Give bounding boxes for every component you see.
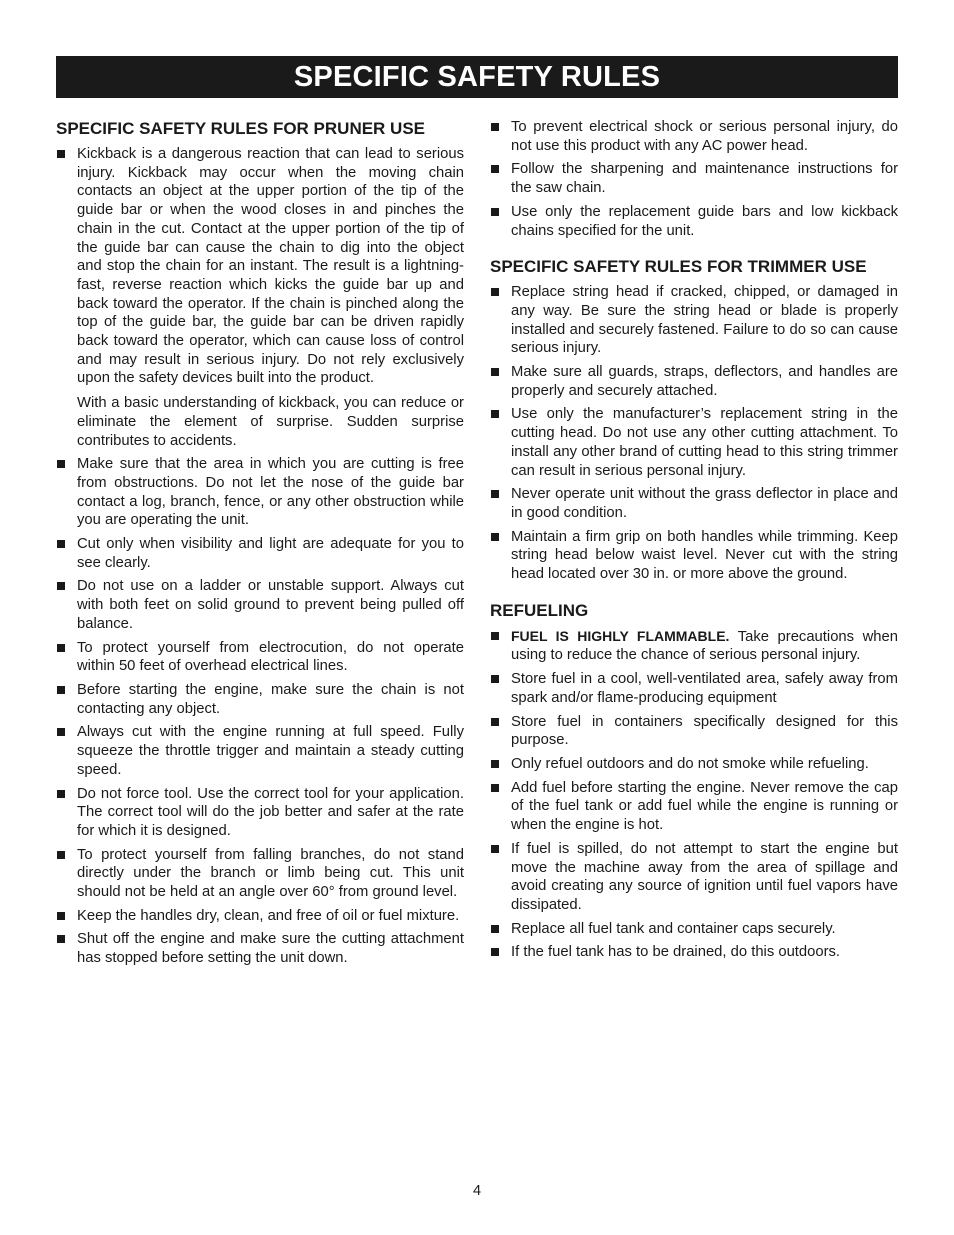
list-item bbox=[490, 670, 898, 707]
left-column bbox=[56, 118, 464, 984]
list-item-text: Only refuel outdoors and do not smoke while refueling. bbox=[511, 755, 869, 772]
refueling-list bbox=[490, 627, 898, 962]
bullet-square-icon bbox=[491, 784, 499, 792]
list-item-text: Follow the sharpening and maintenance instructions for the saw chain. bbox=[511, 161, 898, 197]
bullet-square-icon bbox=[57, 644, 65, 652]
list-item-text: Replace all fuel tank and container caps securely. bbox=[511, 920, 836, 937]
list-item bbox=[56, 930, 464, 967]
list-item-text: To protect yourself from electrocution, do not operate within 50 feet of overhead electrical lines. bbox=[77, 639, 464, 675]
list-item-text: Maintain a firm grip on both handles while trimming. Keep string head below waist level. Never cut with the string head located over 30 in. or more above the ground. bbox=[511, 528, 898, 583]
list-item-text: Use only the manufacturer’s replacement string in the cutting head. Do not use any other cutting attachment. To install any other brand of cutting head to this string trimmer can result in serious personal injury. bbox=[511, 406, 898, 479]
bullet-square-icon bbox=[57, 150, 65, 158]
bullet-square-icon bbox=[57, 582, 65, 590]
list-item-text: Make sure all guards, straps, deflectors, and handles are properly and securely attached. bbox=[511, 364, 898, 399]
list-item-text: Do not force tool. Use the correct tool for your application. The correct tool will do the job better and safer at the rate for which it is designed. bbox=[77, 785, 464, 839]
list-item bbox=[56, 455, 464, 530]
bullet-square-icon bbox=[491, 760, 499, 768]
list-item bbox=[490, 528, 898, 584]
list-item-text: Make sure that the area in which you are cutting is free from obstructions. Do not let the nose of the guide bar contact a log, branch, fence, or any other obstruction while you are operating the unit. bbox=[77, 456, 464, 529]
list-item-text: Replace string head if cracked, chipped, or damaged in any way. Be sure the string head or blade is properly installed and securely fastened. Failure to do so can cause serious injury. bbox=[511, 284, 898, 357]
pruner-heading: SPECIFIC SAFETY RULES FOR PRUNER USE bbox=[56, 119, 426, 138]
bullet-square-icon bbox=[491, 368, 499, 376]
list-item bbox=[56, 681, 464, 718]
list-item bbox=[490, 755, 898, 774]
list-item-text: Always cut with the engine running at full speed. Fully squeeze the throttle trigger and maintain a steady cutting speed. bbox=[77, 724, 464, 778]
list-item bbox=[490, 943, 898, 962]
list-item bbox=[56, 846, 464, 902]
list-item bbox=[56, 577, 464, 633]
list-item-text: If fuel is spilled, do not attempt to start the engine but move the machine away from the area of spillage and avoid creating any source of ignition until fuel vapors have dissipated. bbox=[511, 840, 898, 913]
list-item-text: If the fuel tank has to be drained, do this outdoors. bbox=[511, 944, 841, 961]
list-item-text: Do not use on a ladder or unstable support. Always cut with both feet on solid ground to prevent being pulled off balance. bbox=[77, 578, 464, 632]
list-item bbox=[56, 639, 464, 676]
list-item bbox=[490, 840, 898, 915]
right-column bbox=[490, 118, 898, 978]
trimmer-list bbox=[490, 283, 898, 584]
list-item bbox=[490, 203, 898, 240]
bullet-square-icon bbox=[57, 460, 65, 468]
trimmer-section bbox=[490, 256, 898, 584]
trimmer-heading: SPECIFIC SAFETY RULES FOR TRIMMER USE bbox=[490, 257, 867, 277]
list-item bbox=[490, 485, 898, 522]
flammable-warning-text: Take precautions when using to reduce the chance of serious personal injury. bbox=[511, 628, 898, 664]
list-item-text: Use only the replacement guide bars and low kickback chains specified for the unit. bbox=[511, 203, 898, 239]
bullet-square-icon bbox=[491, 925, 499, 933]
list-item bbox=[490, 779, 898, 835]
bullet-square-icon bbox=[491, 208, 499, 216]
page-title: SPECIFIC SAFETY RULES bbox=[293, 60, 661, 93]
bullet-square-icon bbox=[491, 165, 499, 173]
list-item-text: Store fuel in containers specifically designed for this purpose. bbox=[511, 713, 898, 749]
refueling-heading: REFUELING bbox=[490, 600, 589, 620]
page-number: 4 bbox=[472, 1183, 482, 1199]
list-item bbox=[490, 363, 898, 400]
list-item-text: To protect yourself from falling branches, do not stand directly under the branch or limb being cut. This unit should not be held at an angle over 60° from ground level. bbox=[77, 846, 464, 901]
list-item-text: Keep the handles dry, clean, and free of oil or fuel mixture. bbox=[77, 907, 460, 924]
bullet-square-icon bbox=[491, 410, 499, 418]
list-item bbox=[56, 535, 464, 572]
bullet-square-icon bbox=[57, 912, 65, 920]
title-banner bbox=[56, 56, 898, 98]
bullet-square-icon bbox=[491, 123, 499, 131]
bullet-square-icon bbox=[491, 718, 499, 726]
list-item-text: Cut only when visibility and light are adequate for you to see clearly. bbox=[77, 536, 464, 571]
list-item bbox=[490, 405, 898, 480]
list-item bbox=[490, 627, 898, 665]
list-item-text: Shut off the engine and make sure the cutting attachment has stopped before setting the unit down. bbox=[77, 931, 464, 967]
bullet-square-icon bbox=[57, 686, 65, 694]
bullet-square-icon bbox=[57, 540, 65, 548]
list-item-text: To prevent electrical shock or serious personal injury, do not use this product with any AC power head. bbox=[511, 119, 898, 154]
refueling-section bbox=[490, 600, 898, 962]
list-item bbox=[56, 785, 464, 841]
bullet-square-icon bbox=[57, 790, 65, 798]
bullet-square-icon bbox=[57, 728, 65, 736]
list-item bbox=[490, 118, 898, 155]
bullet-square-icon bbox=[491, 675, 499, 683]
list-item bbox=[56, 145, 464, 450]
pruner-section bbox=[56, 118, 464, 968]
pruner-continued-section bbox=[490, 118, 898, 240]
bullet-square-icon bbox=[491, 632, 499, 640]
bullet-square-icon bbox=[491, 948, 499, 956]
list-item-text: Store fuel in a cool, well-ventilated area, safely away from spark and/or flame-producing equipment bbox=[511, 671, 898, 706]
list-item-text: Add fuel before starting the engine. Never remove the cap of the fuel tank or add fuel while the engine is running or when the engine is hot. bbox=[511, 779, 898, 834]
list-item-text: Before starting the engine, make sure the chain is not contacting any object. bbox=[77, 681, 464, 717]
list-item bbox=[490, 283, 898, 358]
list-item bbox=[56, 907, 464, 926]
bullet-square-icon bbox=[491, 490, 499, 498]
kickback-text: Kickback is a dangerous reaction that can lead to serious injury. Kickback may occur when the moving chain contacts an object at the upper portion of the tip of the guide bar or when the wood closes in and pinches the chain in the cut. Contact at the upper portion of the tip of the guide bar can cause the chain to dig into the object and stop the chain for an instant. The result is a lightning-fast, reverse reaction which kicks the guide bar up and back toward the operator. If the chain is pinched along the top of the guide bar, the guide bar can be driven rapidly back toward the operator, which can cause loss of control and may result in serious injury. Do not rely exclusively upon the safety devices built into the product. bbox=[77, 146, 464, 387]
pruner-list bbox=[56, 145, 464, 968]
bullet-square-icon bbox=[491, 288, 499, 296]
list-item bbox=[56, 723, 464, 779]
bullet-square-icon bbox=[491, 533, 499, 541]
flammable-warning: FUEL IS HIGHLY FLAMMABLE. bbox=[511, 627, 730, 644]
bullet-square-icon bbox=[57, 851, 65, 859]
bullet-square-icon bbox=[57, 935, 65, 943]
list-item-text: Never operate unit without the grass deflector in place and in good condition. bbox=[511, 486, 898, 521]
bullet-square-icon bbox=[491, 845, 499, 853]
list-item bbox=[490, 160, 898, 197]
list-item bbox=[490, 920, 898, 939]
pruner-continued-list bbox=[490, 118, 898, 240]
list-item bbox=[490, 713, 898, 750]
kickback-followup: With a basic understanding of kickback, you can reduce or eliminate the element of surprise. Sudden surprise contributes to accidents. bbox=[77, 395, 464, 449]
